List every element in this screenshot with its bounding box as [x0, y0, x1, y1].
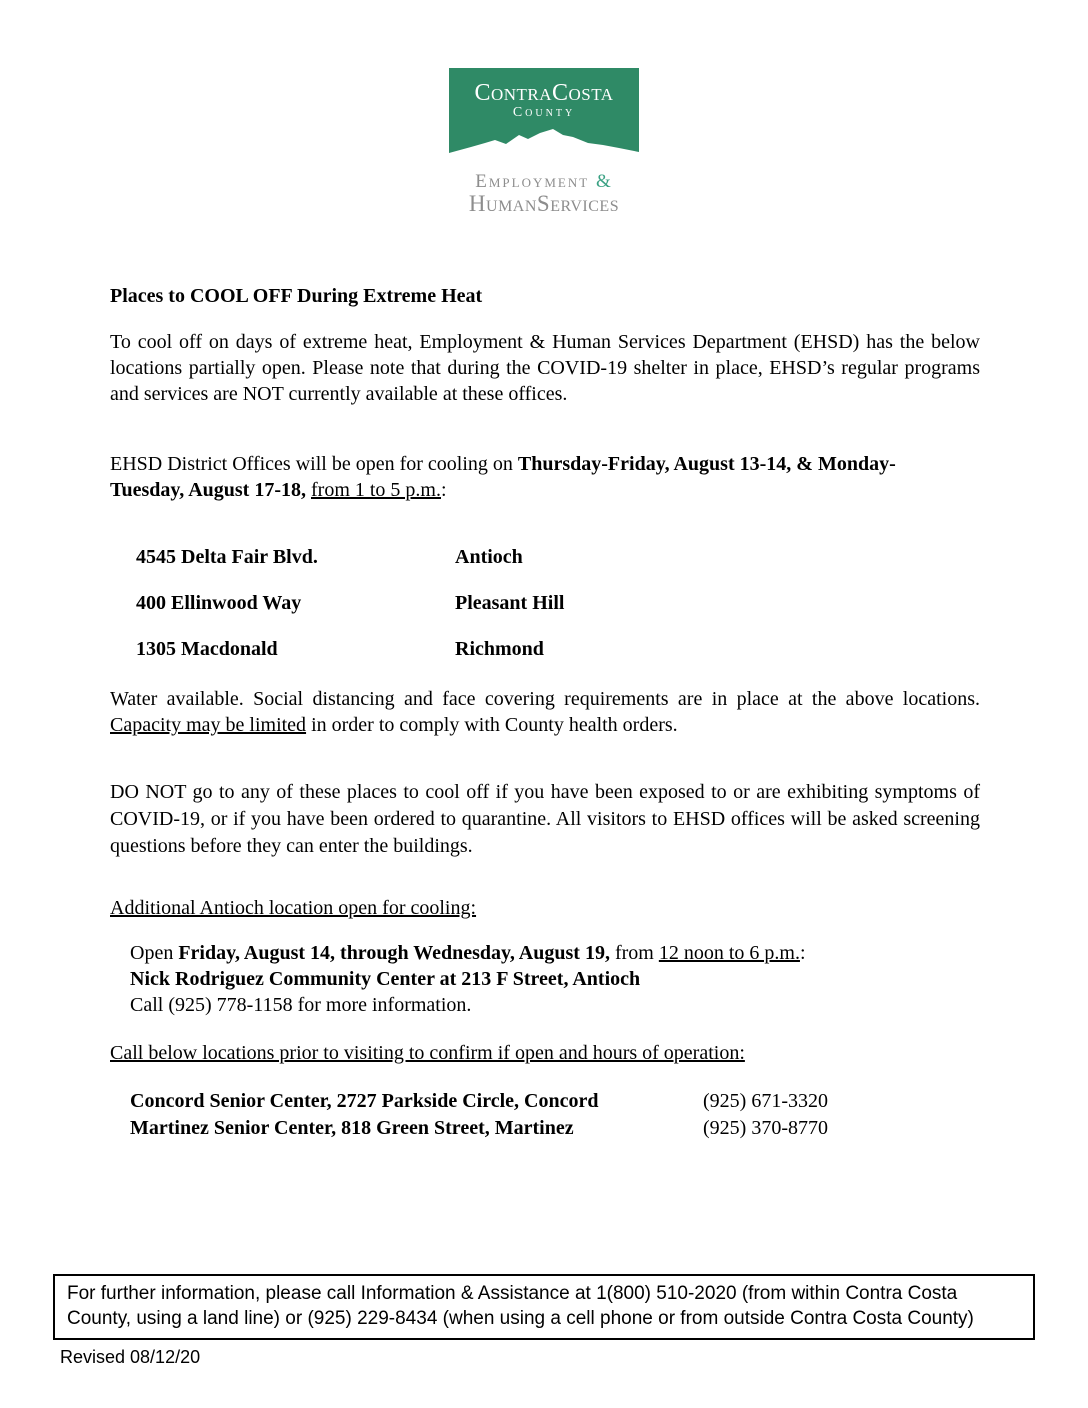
additional-hours: 12 noon to 6 p.m. [658, 942, 800, 964]
page-title: Places to COOL OFF During Extreme Heat [110, 285, 483, 307]
from-word: from [614, 942, 659, 964]
community-center-line: Nick Rodriguez Community Center at 213 F Street, Antioch [130, 968, 641, 990]
water-paragraph [110, 686, 980, 738]
senior-center-row [130, 1088, 980, 1115]
logo-dept-employment: Employment [475, 171, 596, 192]
senior-center-phone: (925) 370-8770 [703, 1117, 828, 1139]
mountain-icon [449, 129, 639, 163]
schedule-colon: : [441, 479, 447, 501]
logo-dept-line2: HumanServices [468, 191, 620, 216]
office-address: 4545 Delta Fair Blvd. [136, 546, 318, 568]
district-office-row [136, 544, 980, 570]
schedule-hours: from 1 to 5 p.m. [311, 479, 441, 501]
revision-date: Revised 08/12/20 [60, 1347, 201, 1367]
senior-center-name: Martinez Senior Center, 818 Green Street, Martinez [130, 1117, 574, 1139]
senior-center-row [130, 1115, 980, 1142]
office-address: 400 Ellinwood Way [136, 592, 302, 614]
water-text: Water available. Social distancing and face covering requirements are in place at the above locations. [110, 688, 980, 710]
office-city: Richmond [455, 638, 544, 660]
schedule-prefix: EHSD District Offices will be open for cooling on [110, 453, 518, 475]
office-address: 1305 Macdonald [136, 638, 278, 660]
additional-dates: Friday, August 14, through Wednesday, August 19, [178, 942, 615, 964]
info-assistance-note: For further information, please call Information & Assistance at 1(800) 510-2020 (from within Contra Costa County, using a land line) or (925) 229-8434 (when using a cell phone or from outside Contra Costa County) [53, 1274, 1035, 1340]
district-office-row [136, 636, 980, 662]
office-city: Pleasant Hill [455, 592, 565, 614]
logo-county-word: County [512, 105, 576, 120]
contra-costa-logo [449, 68, 639, 216]
additional-colon: : [799, 942, 806, 964]
senior-center-name: Concord Senior Center, 2727 Parkside Circle, Concord [130, 1090, 599, 1112]
logo-dept-line1 [449, 171, 639, 192]
additional-location-heading: Additional Antioch location open for cooling: [110, 897, 477, 919]
water-text-end: in order to comply with County health orders. [306, 714, 678, 736]
district-office-row [136, 590, 980, 616]
additional-location-details [130, 940, 980, 1018]
document-body [0, 283, 1088, 1142]
senior-center-phone: (925) 671-3320 [703, 1090, 828, 1112]
open-prefix: Open [130, 942, 179, 964]
schedule-paragraph [110, 451, 910, 503]
capacity-note: Capacity may be limited [110, 714, 307, 736]
senior-center-list [130, 1088, 980, 1142]
logo-ampersand: & [595, 171, 613, 192]
district-office-list [136, 544, 980, 662]
office-city: Antioch [455, 546, 523, 568]
intro-paragraph: To cool off on days of extreme heat, Employment & Human Services Department (EHSD) has the below locations partially open. Please note that during the COVID-19 shelter in place, EHSD’s regular programs and services are NOT currently available at these offices. [110, 331, 980, 405]
warning-paragraph: DO NOT go to any of these places to cool off if you have been exposed to or are exhibiting symptoms of COVID-19, or if you have been ordered to quarantine. All visitors to EHSD offices will be asked screening questions before they can enter the buildings. [110, 781, 980, 857]
community-center-phone-line: Call (925) 778-1158 for more information. [130, 994, 472, 1016]
schedule-dates: Thursday-Friday, August 13-14, & Monday-Tuesday, August 17-18, [110, 453, 896, 501]
additional-schedule-line [130, 940, 980, 966]
logo-county-name: ContraCosta [474, 80, 614, 106]
logo-emblem [449, 68, 639, 163]
call-heading: Call below locations prior to visiting to confirm if open and hours of operation: [110, 1042, 745, 1064]
